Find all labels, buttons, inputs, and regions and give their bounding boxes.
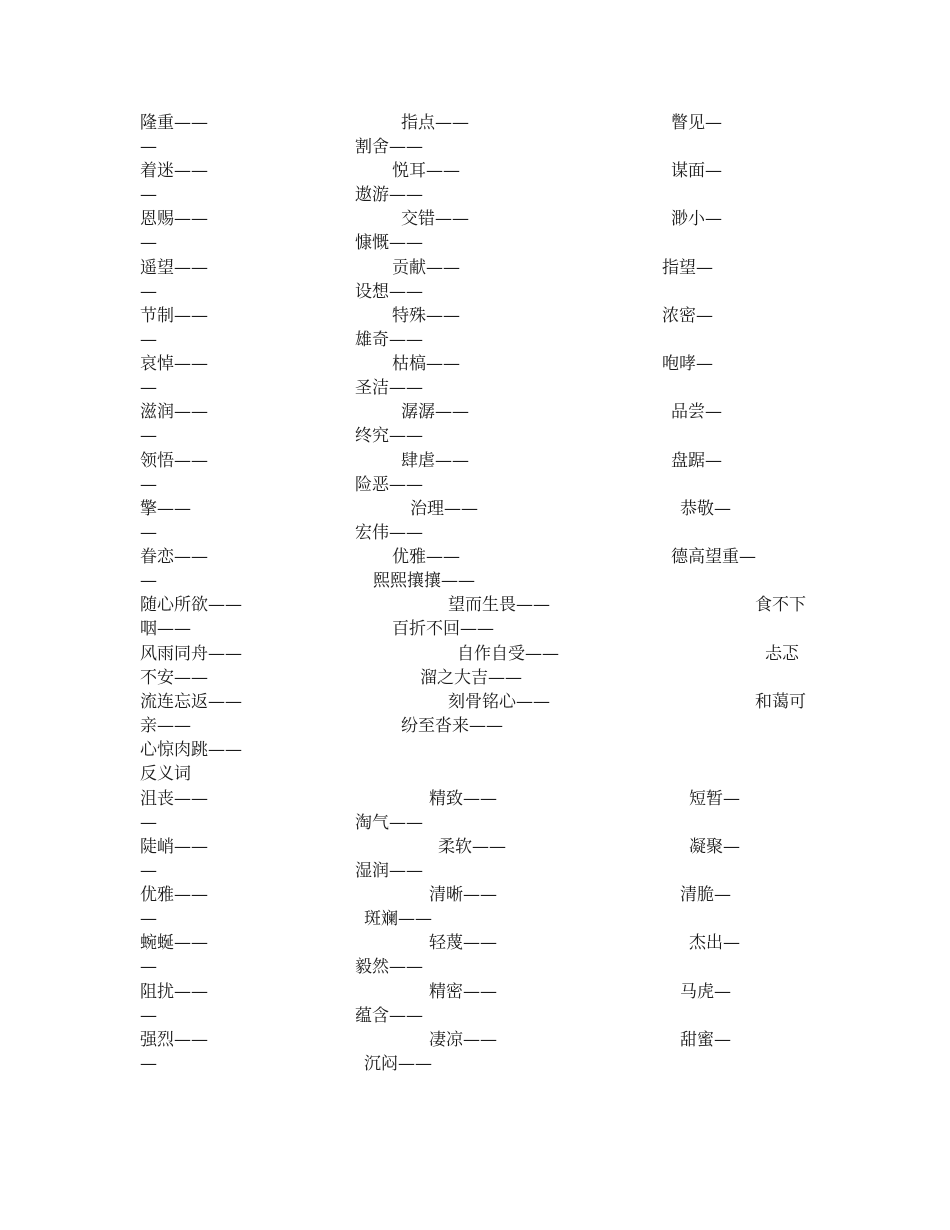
word-entry: 沉闷—— — [364, 1054, 432, 1074]
word-entry: 浓密— — [662, 306, 713, 326]
word-entry: 终究—— — [355, 426, 423, 446]
word-entry: — — [140, 813, 157, 833]
word-entry: — — [140, 475, 157, 495]
word-entry: 恭敬— — [680, 499, 731, 519]
word-entry: 宏伟—— — [355, 523, 423, 543]
word-entry: 溜之大吉—— — [420, 668, 522, 688]
word-entry: — — [140, 426, 157, 446]
word-entry: 自作自受—— — [457, 644, 559, 664]
word-entry: 德高望重— — [671, 547, 756, 567]
word-entry: 清脆— — [680, 885, 731, 905]
word-entry: 指望— — [662, 258, 713, 278]
word-entry: 流连忘返—— — [140, 692, 242, 712]
word-entry: 精致—— — [429, 789, 497, 809]
word-entry: 悦耳—— — [392, 161, 460, 181]
word-entry: 优雅—— — [392, 547, 460, 567]
word-entry: 咽—— — [140, 619, 191, 639]
word-entry: 沮丧—— — [140, 789, 208, 809]
word-entry: 圣洁—— — [355, 378, 423, 398]
word-entry: 贡献—— — [392, 258, 460, 278]
word-entry: 湿润—— — [355, 861, 423, 881]
word-entry: 割舍—— — [355, 137, 423, 157]
word-entry: 精密—— — [429, 982, 497, 1002]
word-entry: — — [140, 1054, 157, 1074]
word-entry: 擎—— — [140, 499, 191, 519]
word-entry: 清晰—— — [429, 885, 497, 905]
word-entry: 陡峭—— — [140, 837, 208, 857]
word-entry: 心惊肉跳—— — [140, 740, 242, 760]
word-entry: 指点—— — [401, 113, 469, 133]
word-entry: 凝聚— — [689, 837, 740, 857]
word-entry: 杰出— — [689, 933, 740, 953]
word-entry: — — [140, 137, 157, 157]
word-entry: 潺潺—— — [401, 402, 469, 422]
word-entry: 特殊—— — [392, 306, 460, 326]
word-entry: 甜蜜— — [680, 1030, 731, 1050]
word-entry: 交错—— — [401, 209, 469, 229]
word-entry: 谋面— — [671, 161, 722, 181]
word-entry: 不安—— — [140, 668, 208, 688]
word-entry: 淘气—— — [355, 813, 423, 833]
word-entry: 治理—— — [410, 499, 478, 519]
word-entry: 柔软—— — [438, 837, 506, 857]
word-entry: 亲—— — [140, 716, 191, 736]
word-entry: 节制—— — [140, 306, 208, 326]
word-entry: 领悟—— — [140, 451, 208, 471]
word-entry: 着迷—— — [140, 161, 208, 181]
word-entry: 食不下 — [755, 595, 806, 615]
word-entry: 刻骨铭心—— — [448, 692, 550, 712]
word-entry: — — [140, 282, 157, 302]
word-entry: 纷至沓来—— — [401, 716, 503, 736]
word-entry: 熙熙攘攘—— — [373, 571, 475, 591]
section-heading-antonyms: 反义词 — [140, 764, 191, 784]
word-entry: 恩赐—— — [140, 209, 208, 229]
word-entry: — — [140, 909, 157, 929]
word-entry: 毅然—— — [355, 957, 423, 977]
word-entry: — — [140, 185, 157, 205]
word-entry: 雄奇—— — [355, 330, 423, 350]
word-entry: 滋润—— — [140, 402, 208, 422]
word-entry: 慷慨—— — [355, 233, 423, 253]
word-entry: 凄凉—— — [429, 1030, 497, 1050]
word-entry: 望而生畏—— — [448, 595, 550, 615]
word-entry: 渺小— — [671, 209, 722, 229]
word-entry: — — [140, 1006, 157, 1026]
word-entry: 瞥见— — [671, 113, 722, 133]
word-entry: 设想—— — [355, 282, 423, 302]
word-entry: 轻蔑—— — [429, 933, 497, 953]
word-entry: 肆虐—— — [401, 451, 469, 471]
word-entry: — — [140, 957, 157, 977]
word-entry: 强烈—— — [140, 1030, 208, 1050]
word-entry: 遥望—— — [140, 258, 208, 278]
word-entry: 枯槁—— — [392, 354, 460, 374]
word-entry: 蕴含—— — [355, 1006, 423, 1026]
word-entry: 咆哮— — [662, 354, 713, 374]
word-entry: 短暂— — [689, 789, 740, 809]
word-entry: 阻扰—— — [140, 982, 208, 1002]
word-entry: 优雅—— — [140, 885, 208, 905]
word-entry: 蜿蜒—— — [140, 933, 208, 953]
word-entry: 和蔼可 — [755, 692, 806, 712]
word-entry: 风雨同舟—— — [140, 644, 242, 664]
word-entry: 马虎— — [680, 982, 731, 1002]
word-entry: — — [140, 861, 157, 881]
word-entry: 品尝— — [671, 402, 722, 422]
word-entry: 眷恋—— — [140, 547, 208, 567]
word-entry: — — [140, 523, 157, 543]
word-entry: 隆重—— — [140, 113, 208, 133]
word-entry: 遨游—— — [355, 185, 423, 205]
word-entry: 盘踞— — [671, 451, 722, 471]
word-entry: — — [140, 378, 157, 398]
word-entry: — — [140, 233, 157, 253]
word-entry: 随心所欲—— — [140, 595, 242, 615]
word-entry: 斑斓—— — [364, 909, 432, 929]
word-entry: 百折不回—— — [392, 619, 494, 639]
word-entry: — — [140, 571, 157, 591]
word-entry: 哀悼—— — [140, 354, 208, 374]
word-entry: 险恶—— — [355, 475, 423, 495]
word-entry: — — [140, 330, 157, 350]
word-entry: 忐忑 — [765, 644, 799, 664]
